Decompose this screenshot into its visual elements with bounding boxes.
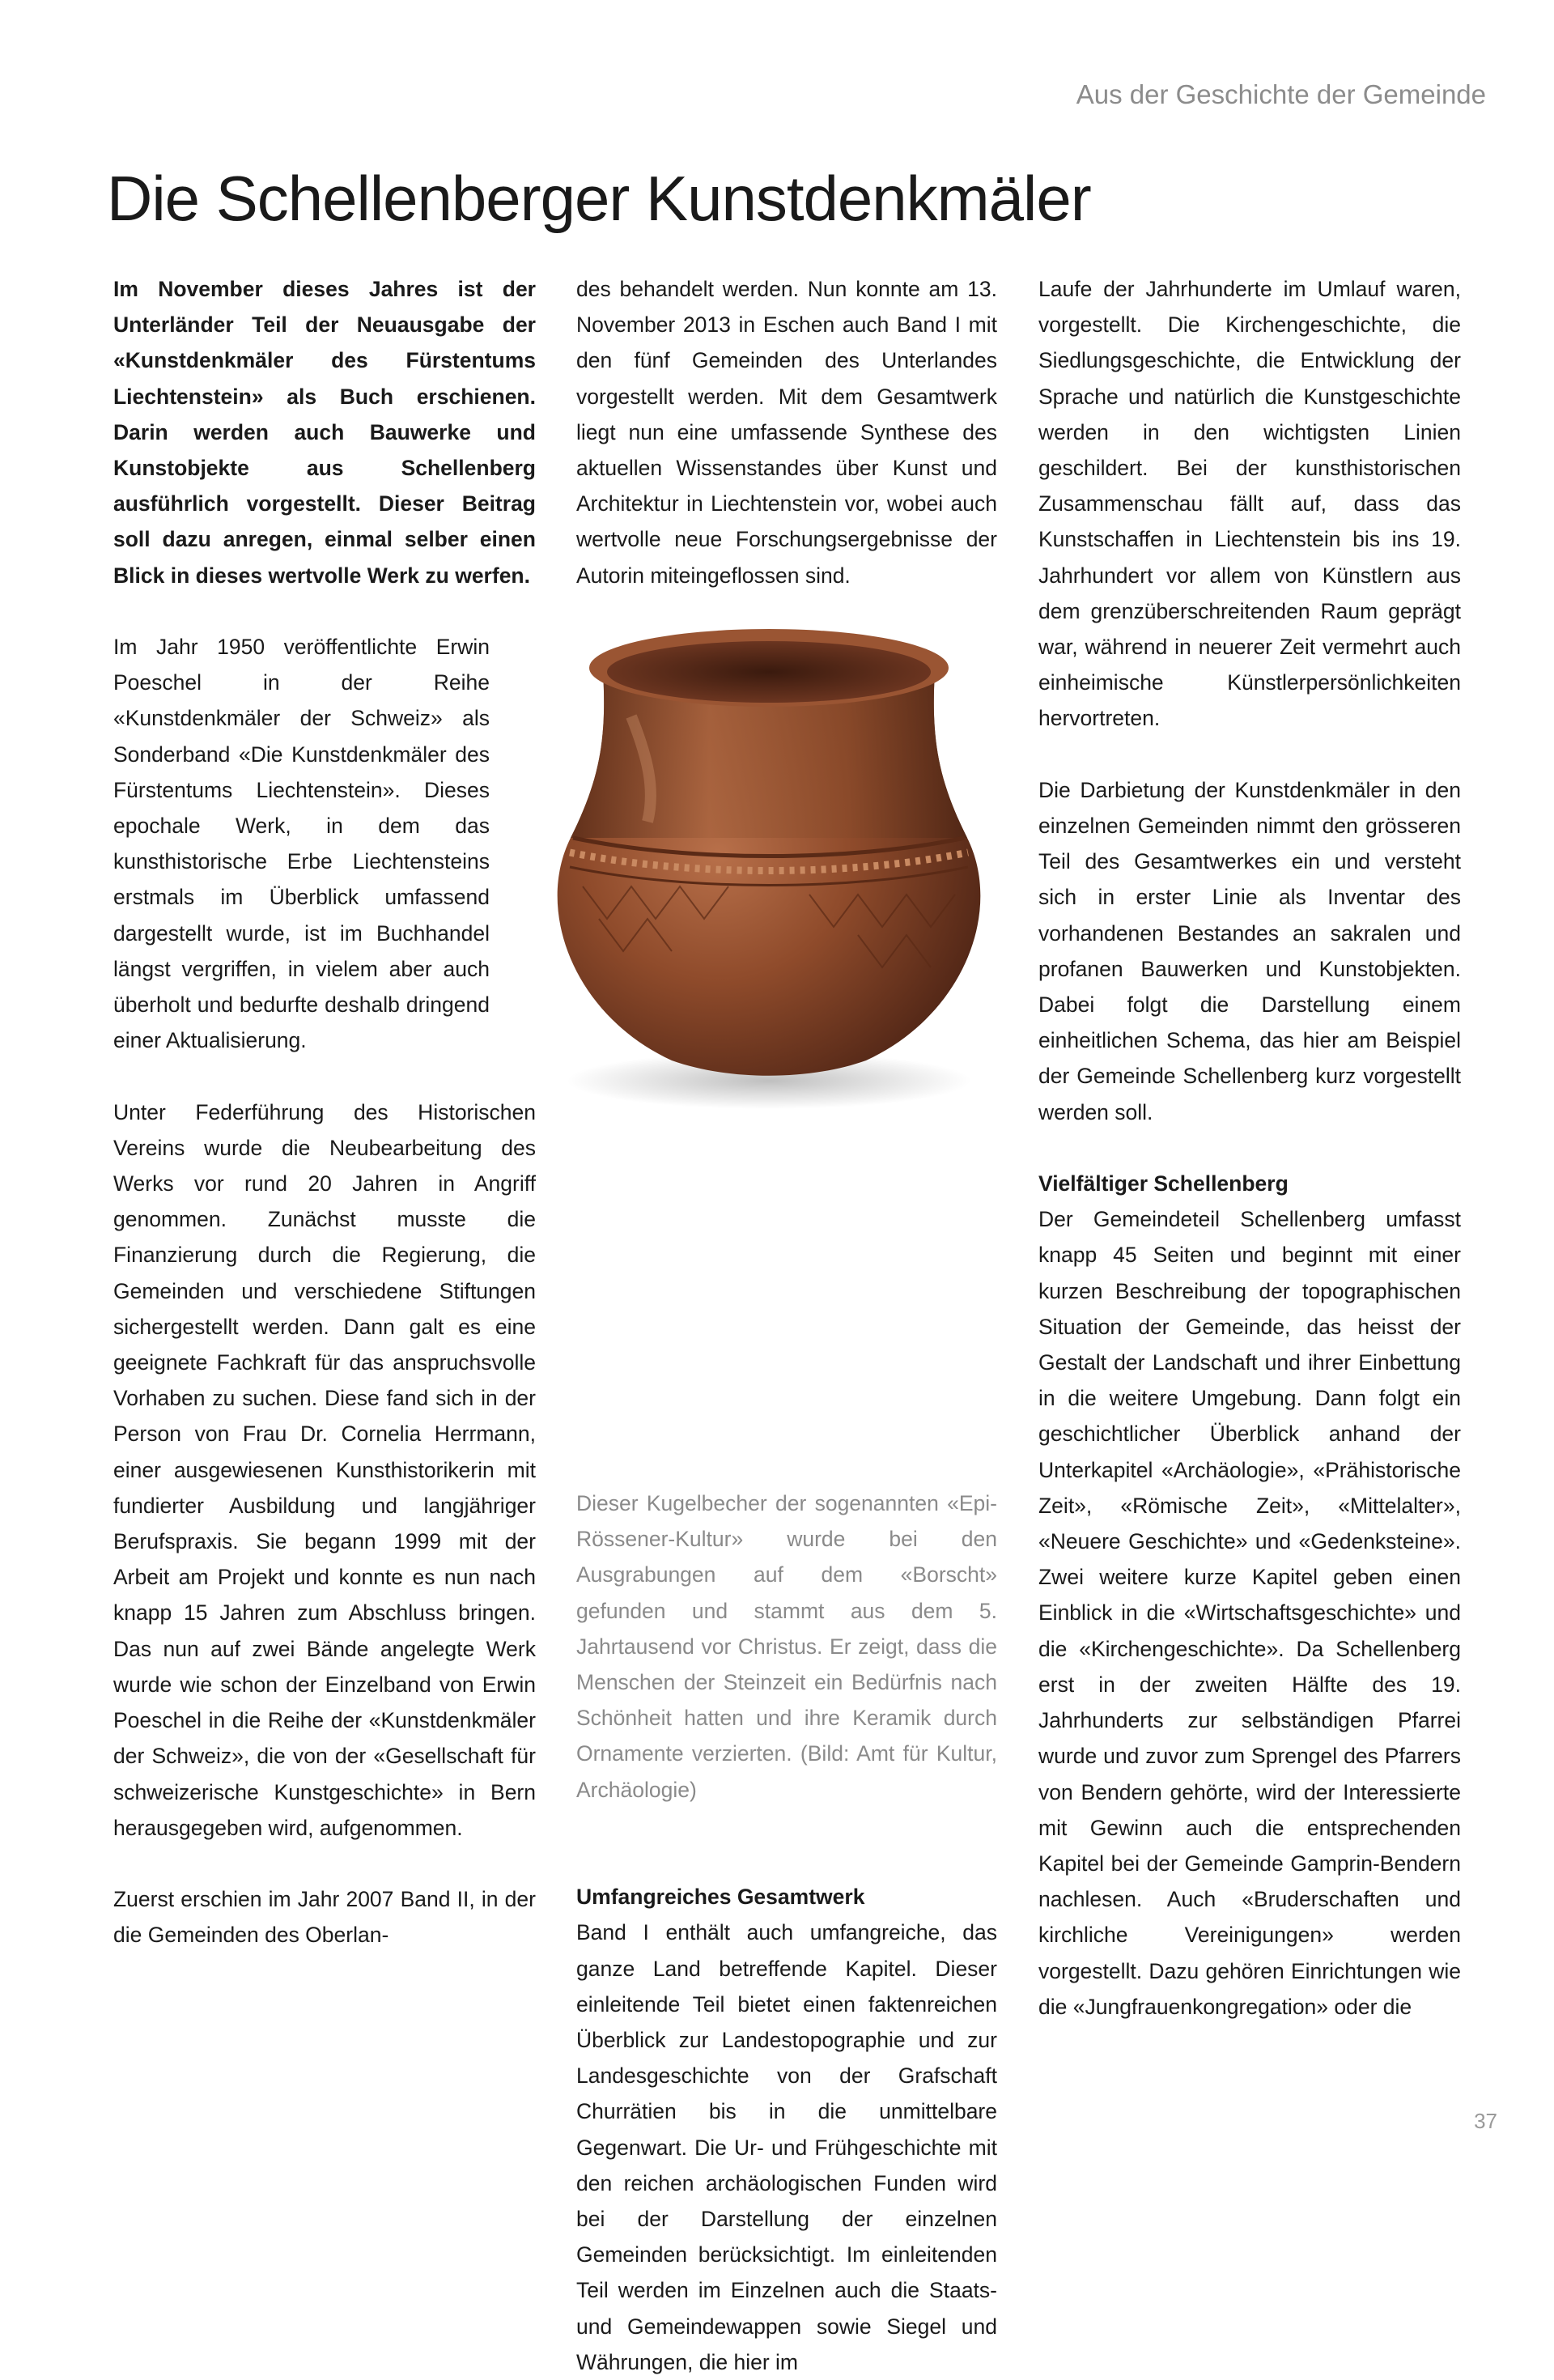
column-3 xyxy=(1038,271,1461,2025)
intro-paragraph: Im November dieses Jahres ist der Unterländer Teil der Neuausgabe der «Kunstdenkmäler des Fürstentums Liechtenstein» als Buch erschienen. Darin werden auch Bauwerke und Kunstobjekte aus Schellenberg ausführlich vorgestellt. Dieser Beitrag soll dazu anregen, einmal selber einen Blick in dieses wertvolle Werk zu werfen. xyxy=(113,277,536,588)
pottery-vessel-photo xyxy=(486,595,1052,1121)
column-1 xyxy=(113,271,536,1953)
image-caption: Dieser Kugelbecher der sogenannten «Epi-Rössener-Kultur» wurde bei den Ausgrabungen auf dem «Borscht» gefunden und stammt aus dem 5. Jahrtausend vor Christus. Er zeigt, dass die Menschen der Steinzeit ein Bedürfnis nach Schönheit hatten und ihre Keramik durch Ornamente verzierten. (Bild: Amt für Kultur, Archäologie) xyxy=(576,1491,997,1802)
body-paragraph: des behandelt werden. Nun konnte am 13. November 2013 in Eschen auch Band I mit den fünf Gemeinden des Unterlandes vorgestellt werden. Mit dem Gesamtwerk liegt nun eine umfassende Synthese des aktuellen Wissenstandes über Kunst und Architektur in Liechtenstein vor, wobei auch wertvolle neue Forschungsergebnisse der Autorin miteingeflossen sind. xyxy=(576,277,997,588)
body-paragraph: Unter Federführung des Historischen Vereins wurde die Neubearbeitung des Werks vor rund 20 Jahren in Angriff genommen. Zunächst musste die Finanzierung durch die Regierung, die Gemeinden und verschiedene Stiftungen sichergestellt werden. Dann galt es eine geeignete Fachkraft für das anspruchsvolle Vorhaben zu suchen. Diese fand sich in der Person von Frau Dr. Cornelia Herrmann, einer ausgewiesenen Kunsthistorikerin mit fundierter Ausbildung und langjähriger Berufspraxis. Sie begann 1999 mit der Arbeit am Projekt und konnte es nun nach knapp 15 Jahren zum Abschluss bringen. Das nun auf zwei Bände angelegte Werk wurde wie schon der Einzelband von Erwin Poeschel in die Reihe der «Kunstdenkmäler der Schweiz», die von der «Gesellschaft für schweizerische Kunstgeschichte» in Bern herausgegeben wird, aufgenommen. xyxy=(113,1099,536,1840)
column-2 xyxy=(576,271,997,2374)
subheading: Umfangreiches Gesamtwerk xyxy=(576,1885,865,1910)
subheading: Vielfältiger Schellenberg xyxy=(1038,1171,1289,1196)
section-label: Aus der Geschichte der Gemeinde xyxy=(1076,79,1486,109)
body-paragraph: Die Darbietung der Kunstdenkmäler in den einzelnen Gemeinden nimmt den grösseren Teil des Gesamtwerkes ein und versteht sich in erster Linie als Inventar des vorhandenen Bestandes an sakralen und profanen Bauwerken und Kunstobjekten. Dabei folgt die Darstellung einem einheitlichen Schema, das hier am Beispiel der Gemeinde Schellenberg kurz vorgestellt werden soll. xyxy=(1038,777,1461,1124)
body-paragraph: Im Jahr 1950 veröffentlichte Erwin Poeschel in der Reihe «Kunstdenkmäler der Schweiz» als Sonderband «Die Kunstdenkmäler des Fürstentums Liechtenstein». Dieses epochale Werk, in dem das kunsthistorische Erbe Liechtensteins erstmals im Überblick umfassend dargestellt wurde, ist im Buchhandel längst vergriffen, in vielem aber auch überholt und bedurfte deshalb dringend einer Aktualisierung. xyxy=(113,635,490,1053)
body-paragraph: Zuerst erschien im Jahr 2007 Band II, in der die Gemeinden des Oberlan- xyxy=(113,1887,536,1948)
page-number: 37 xyxy=(1474,2109,1497,2133)
page-title: Die Schellenberger Kunstdenkmäler xyxy=(107,163,1091,234)
body-paragraph: Band I enthält auch umfangreiche, das ganze Land betreffende Kapitel. Dieser einleitende Teil bietet einen faktenreichen Überblick zur Landestopographie und zur Landesgeschichte von der Grafschaft Churrätien bis in die unmittelbare Gegenwart. Die Ur- und Frühgeschichte mit den reichen archäologischen Funden wird bei der Darstellung der einzelnen Gemeinden berücksichtigt. Im einleitenden Teil werden im Einzelnen auch die Staats- und Gemeindewappen sowie Siegel und Währungen, die hier im xyxy=(576,1920,997,2374)
body-paragraph: Der Gemeindeteil Schellenberg umfasst knapp 45 Seiten und beginnt mit einer kurzen Beschreibung der topographischen Situation der Gemeinde, das heisst der Gestalt der Landschaft und ihrer Einbettung in die weitere Umgebung. Dann folgt ein geschichtlicher Überblick anhand der Unterkapitel «Archäologie», «Prähistorische Zeit», «Römische Zeit», «Mittelalter», «Neuere Geschichte» und «Gedenksteine». Zwei weitere kurze Kapitel geben einen Einblick in die «Wirtschaftsgeschichte» und die «Kirchengeschichte». Da Schellenberg erst in der zweiten Hälfte des 19. Jahrhunderts zur selbständigen Pfarrei wurde und zuvor zum Sprengel des Pfarrers von Bendern gehörte, wird der Interessierte mit Gewinn auch die entsprechenden Kapitel bei der Gemeinde Gamprin-Bendern nachlesen. Auch «Bruderschaften und kirchliche Vereinigungen» werden vorgestellt. Dazu gehören Einrichtungen wie die «Jungfrauenkongregation» oder die xyxy=(1038,1207,1461,2019)
body-paragraph: Laufe der Jahrhunderte im Umlauf waren, vorgestellt. Die Kirchengeschichte, die Siedlungsgeschichte, die Entwicklung der Sprache und natürlich die Kunstgeschichte werden in den wichtigsten Linien geschildert. Bei der kunsthistorischen Zusammenschau fällt auf, dass das Kunstschaffen in Liechtenstein bis ins 19. Jahrhundert vor allem von Künstlern aus dem grenzüberschreitenden Raum geprägt war, während in neuerer Zeit vermehrt auch einheimische Künstlerpersönlichkeiten hervortreten. xyxy=(1038,277,1461,731)
